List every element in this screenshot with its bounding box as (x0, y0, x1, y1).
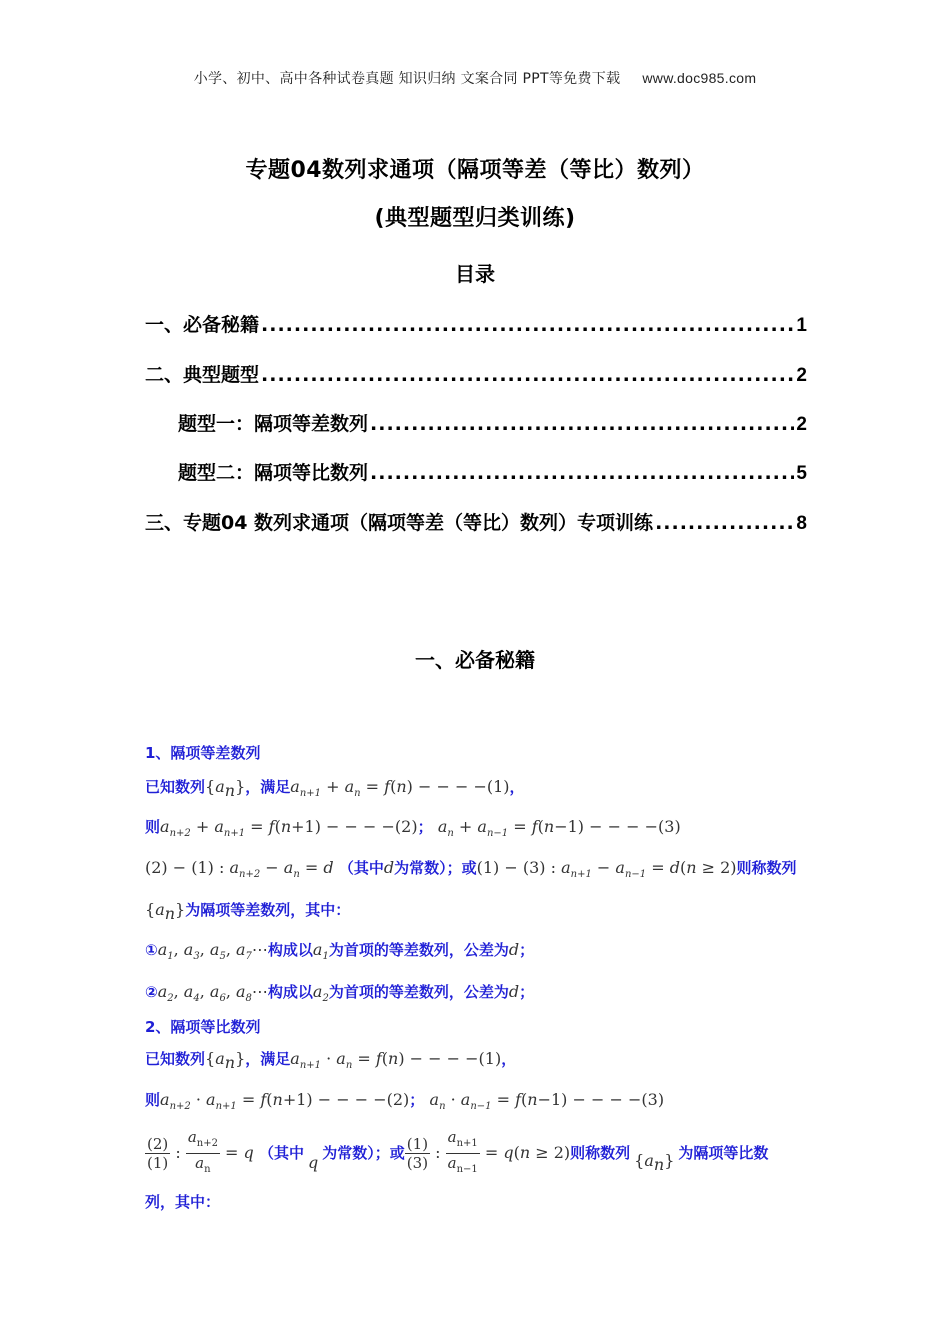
toc-item[interactable] (145, 310, 807, 337)
formula-line: (2) − (1) : $a_{n+2} - a_n = d$ （其中d为常数）；或(1) − (3) : $a_{n+1} - a_{n-1} = d(n \ge 2)$则称数列 (145, 858, 797, 881)
formula-line: 列，其中： (145, 1193, 221, 1211)
toc-item-page: 2 (796, 414, 807, 435)
header-text: 小学、初中、高中各种试卷真题 知识归纳 文案合同 PPT等免费下载 (193, 71, 621, 87)
toc-item-label: 三、专题04 数列求通项（隔项等差（等比）数列）专项训练 (145, 512, 654, 534)
formula-line: $\{a_n\}$为隔项等差数列，其中： (145, 900, 351, 924)
header-url[interactable]: www.doc985.com (642, 70, 757, 86)
formula-line: 已知数列$\{a_n\}$，满足$a_{n+1} \cdot a_n = f(n)$ − − − −(1)， (145, 1049, 517, 1073)
section-title: 一、必备秘籍 (415, 648, 535, 672)
doc-title: 专题04数列求通项（隔项等差（等比）数列） (245, 158, 705, 183)
toc-item-page: 8 (796, 513, 807, 534)
doc-subtitle: (典型题型归类训练) (374, 206, 576, 231)
list-item: $②a_2$, $a_4$, $a_6$, $a_8\cdots$构成以$a_2$为首项的等差数列，公差为d； (145, 982, 535, 1005)
toc-item-page: 5 (796, 463, 807, 484)
page-header (0, 68, 950, 88)
list-item: $①a_1$, $a_3$, $a_5$, $a_7\cdots$构成以$a_1$为首项的等差数列，公差为d； (145, 940, 535, 963)
formula-line: 已知数列$\{a_n\}$，满足$a_{n+1} + a_n = f(n)$ − − − −(1)， (145, 777, 525, 801)
toc-item[interactable] (145, 360, 807, 387)
toc-heading: 目录 (455, 262, 495, 286)
toc-item-label: 一、必备秘籍 (145, 314, 260, 336)
toc-item-page: 2 (796, 365, 807, 386)
subsection-heading: 2、隔项等比数列 (145, 1018, 261, 1036)
toc-item[interactable] (145, 508, 807, 535)
formula-line: 则$a_{n+2} \cdot a_{n+1} = f(n+1)$ − − − −(2)； $a_n \cdot a_{n-1} = f(n-1)$ − − − −(3) (145, 1090, 665, 1113)
toc-item[interactable] (178, 458, 807, 485)
formula-line: $\frac{(2)}{(1)}$ : $\frac{a_{n+2}}{a_n}$ = q （其中 q 为常数）；或 $\frac{(1)}{(3)}$ : $\frac{a_{n+1}}{a_{n-1}}$ = q(n ≥ 2)则称数列 $\{a_n\}$ 为隔项等比数 (147, 1128, 769, 1175)
formula-line: 则$a_{n+2} + a_{n+1} = f(n+1)$ − − − −(2)； $a_n + a_{n-1} = f(n-1)$ − − − −(3) (145, 817, 681, 840)
toc-item[interactable] (178, 409, 807, 436)
toc-item-label: 二、典型题型 (145, 364, 260, 386)
subsection-heading: 1、隔项等差数列 (145, 744, 261, 762)
toc-item-page: 1 (796, 315, 807, 336)
toc-item-label: 题型一：隔项等差数列 (178, 413, 369, 435)
toc-item-label: 题型二：隔项等比数列 (178, 462, 369, 484)
